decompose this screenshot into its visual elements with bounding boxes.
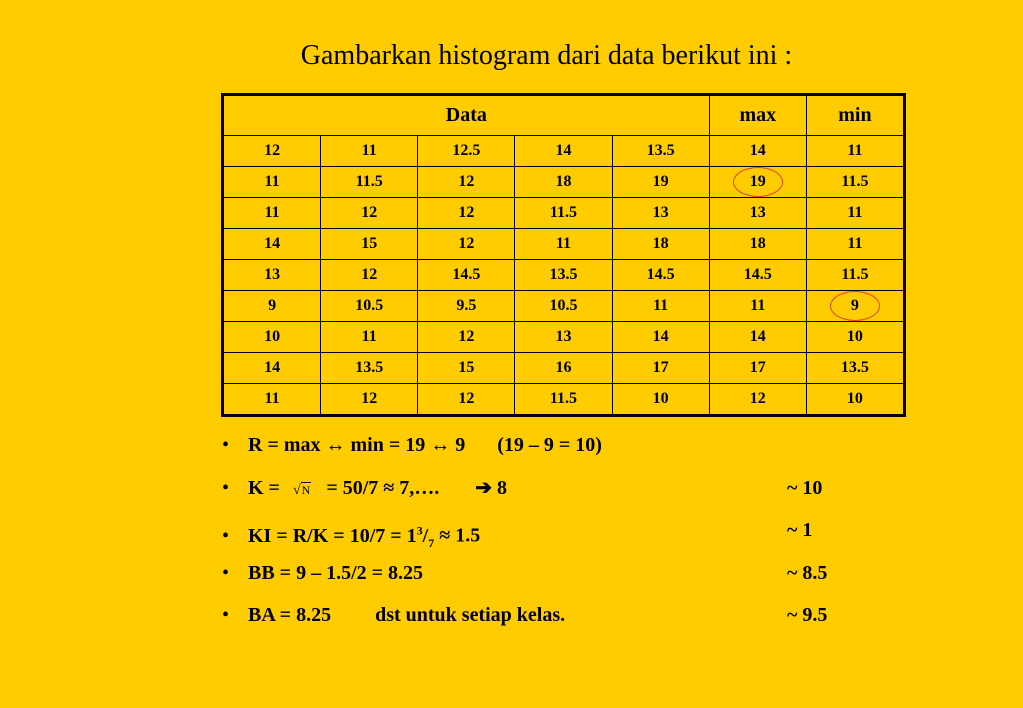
table-cell: 13.5 — [321, 353, 418, 384]
table-cell: 12 — [223, 136, 321, 167]
table-row — [223, 229, 905, 260]
table-cell: 11 — [321, 322, 418, 353]
table-cell: 11 — [321, 136, 418, 167]
max-cell: 18 — [709, 229, 806, 260]
range-result: (19 – 9 = 10) — [497, 434, 602, 456]
bullet-range — [222, 432, 922, 475]
table-cell: 12 — [321, 198, 418, 229]
bullet-lower-bound — [222, 560, 922, 603]
table-cell: 14 — [612, 322, 709, 353]
interval-alt: ~ 1 — [787, 519, 813, 541]
classes-result: ➔ 8 — [475, 476, 508, 499]
table-cell: 18 — [612, 229, 709, 260]
table-cell: 13 — [223, 260, 321, 291]
lower-bound-formula: BB = 9 – 1.5/2 = 8.25 — [248, 561, 424, 584]
page-title: Gambarkan histogram dari data berikut ini : — [300, 40, 793, 71]
upper-bound-formula: BA = 8.25 — [248, 604, 332, 626]
table-cell: 15 — [418, 353, 515, 384]
min-cell: 11.5 — [806, 167, 904, 198]
upper-bound-alt: ~ 9.5 — [787, 604, 828, 626]
max-cell: 14 — [709, 136, 806, 167]
table-row — [223, 198, 905, 229]
min-cell: 11 — [806, 198, 904, 229]
table-cell: 11.5 — [515, 198, 612, 229]
max-cell: 12 — [709, 384, 806, 416]
bullet-classes — [222, 475, 922, 518]
table-cell: 13.5 — [515, 260, 612, 291]
table-cell: 14 — [223, 353, 321, 384]
max-cell: 11 — [709, 291, 806, 322]
classes-formula: = 50/7 ≈ 7,…. — [326, 476, 440, 499]
max-cell-circled: 19 — [709, 167, 806, 198]
min-cell: 10 — [806, 322, 904, 353]
table-cell: 10 — [612, 384, 709, 416]
bullet-list — [222, 432, 922, 645]
table-cell: 13 — [515, 322, 612, 353]
table-cell: 12 — [321, 260, 418, 291]
table-row — [223, 353, 905, 384]
lower-bound-alt: ~ 8.5 — [787, 561, 828, 584]
table-cell: 17 — [612, 353, 709, 384]
bullet-dot: • — [222, 604, 230, 626]
table-cell: 11 — [223, 167, 321, 198]
table-cell: 12 — [418, 229, 515, 260]
upper-bound-note: dst untuk setiap kelas. — [375, 604, 566, 626]
table-cell: 12 — [418, 167, 515, 198]
table-row — [223, 384, 905, 416]
table-cell: 14.5 — [418, 260, 515, 291]
max-cell: 17 — [709, 353, 806, 384]
table-cell: 13 — [612, 198, 709, 229]
min-cell-circled: 9 — [806, 291, 904, 322]
table-cell: 11.5 — [321, 167, 418, 198]
bullet-dot: • — [222, 524, 230, 547]
table-cell: 14 — [223, 229, 321, 260]
max-cell: 14 — [709, 322, 806, 353]
table-cell: 16 — [515, 353, 612, 384]
sqrt-symbol: √N — [292, 482, 311, 498]
bullet-upper-bound — [222, 602, 922, 645]
header-min: min — [806, 95, 904, 136]
bullet-dot: • — [222, 434, 230, 456]
bullet-interval — [222, 517, 922, 560]
table-cell: 14 — [515, 136, 612, 167]
classes-alt: ~ 10 — [787, 476, 823, 499]
bullet-dot: • — [222, 561, 230, 584]
min-cell: 10 — [806, 384, 904, 416]
data-table — [221, 93, 906, 417]
table-cell: 10.5 — [321, 291, 418, 322]
table-cell: 12.5 — [418, 136, 515, 167]
table-cell: 13.5 — [612, 136, 709, 167]
table-row — [223, 260, 905, 291]
table-row — [223, 167, 905, 198]
interval-approx: ≈ 1.5 — [439, 524, 481, 547]
interval-formula: KI = $R/K = 10/7 = 1^3/_7$ — [248, 523, 435, 550]
table-row — [223, 322, 905, 353]
table-cell: 11 — [612, 291, 709, 322]
table-cell: 11 — [223, 384, 321, 416]
table-cell: 11 — [515, 229, 612, 260]
table-cell: 11 — [223, 198, 321, 229]
header-data: Data — [223, 95, 710, 136]
table-cell: 12 — [321, 384, 418, 416]
max-cell: 13 — [709, 198, 806, 229]
table-cell: 10 — [223, 322, 321, 353]
table-cell: 12 — [418, 322, 515, 353]
min-cell: 11 — [806, 229, 904, 260]
table-cell: 18 — [515, 167, 612, 198]
table-cell: 10.5 — [515, 291, 612, 322]
min-cell: 13.5 — [806, 353, 904, 384]
table-cell: 12 — [418, 198, 515, 229]
min-cell: 11 — [806, 136, 904, 167]
header-max: max — [709, 95, 806, 136]
classes-lead: K = — [248, 476, 280, 499]
table-cell: 19 — [612, 167, 709, 198]
table-cell: 9.5 — [418, 291, 515, 322]
range-formula: R = max ↔ min = 19 ↔ 9 — [248, 434, 466, 456]
table-cell: 9 — [223, 291, 321, 322]
table-cell: 12 — [418, 384, 515, 416]
bullet-dot: • — [222, 476, 230, 499]
min-cell: 11.5 — [806, 260, 904, 291]
max-cell: 14.5 — [709, 260, 806, 291]
table-cell: 11.5 — [515, 384, 612, 416]
table-cell: 14.5 — [612, 260, 709, 291]
table-header-row — [223, 95, 905, 136]
table-cell: 15 — [321, 229, 418, 260]
table-row — [223, 291, 905, 322]
table-row — [223, 136, 905, 167]
